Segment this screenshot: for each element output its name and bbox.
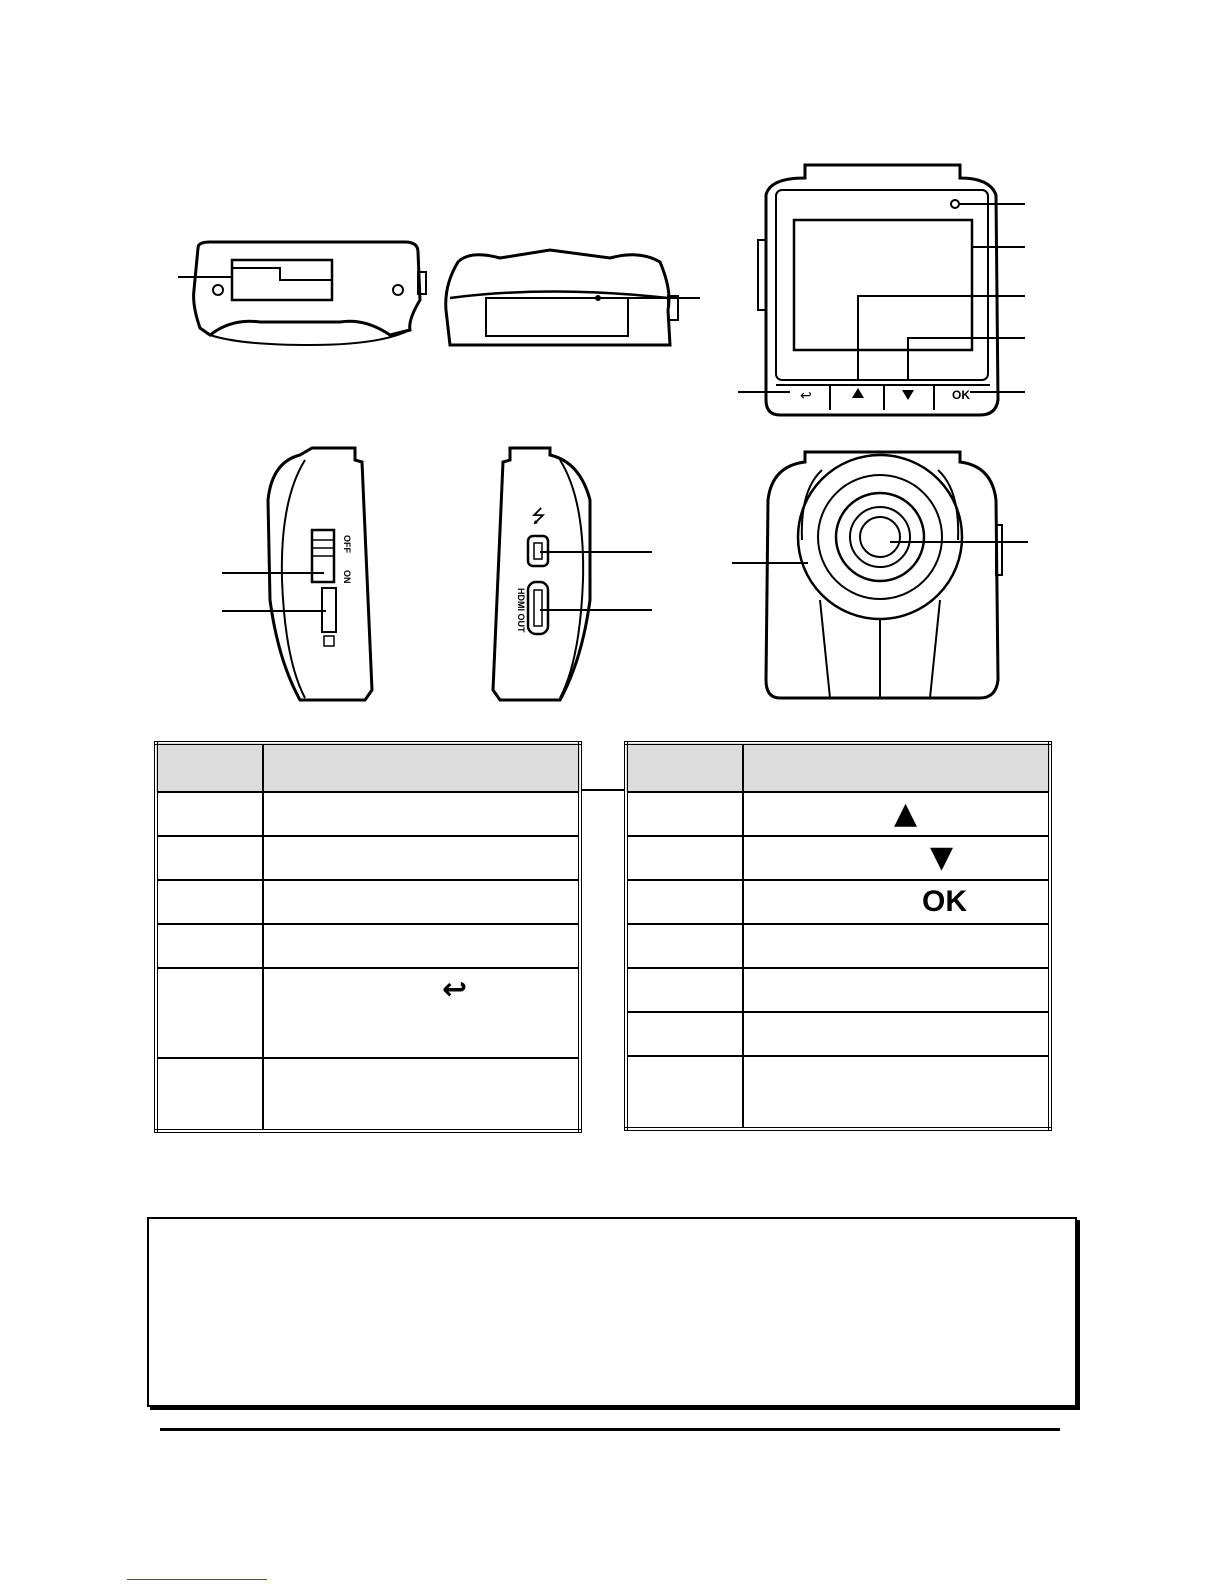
table-row xyxy=(156,880,580,924)
table-header-cell xyxy=(743,743,1050,792)
table-row xyxy=(156,1058,580,1131)
device-top-view xyxy=(178,242,426,345)
table-row xyxy=(156,836,580,880)
table-row xyxy=(626,836,1050,880)
device-front-side-view xyxy=(446,250,700,345)
back-button-icon: ↩ xyxy=(442,972,468,1007)
footer-link-underline[interactable] xyxy=(127,1579,267,1580)
device-lens-view xyxy=(732,452,1028,698)
note-box xyxy=(147,1217,1077,1407)
table-row xyxy=(626,968,1050,1012)
table-row xyxy=(156,924,580,968)
ok-button-icon: OK xyxy=(922,885,967,918)
table-row xyxy=(626,792,1050,836)
device-power-on-label: ON xyxy=(342,570,352,584)
table-header-cell xyxy=(156,743,263,792)
footer-rule xyxy=(160,1428,1060,1431)
table-row xyxy=(156,968,580,1058)
table-header-cell xyxy=(626,743,743,792)
device-right-side-view xyxy=(493,448,652,700)
device-left-side-view xyxy=(222,448,372,700)
device-back-button-label: ↩ xyxy=(800,388,812,404)
up-arrow-icon: ▲ xyxy=(894,796,918,831)
table-header-row xyxy=(156,743,580,792)
left-parts-table xyxy=(154,741,582,1133)
right-parts-table xyxy=(624,741,1052,1131)
down-arrow-icon: ▼ xyxy=(930,840,954,875)
table-header-cell xyxy=(263,743,580,792)
table-row xyxy=(626,1012,1050,1056)
device-usb-symbol: ⭍ xyxy=(531,506,546,527)
device-hdmi-label: HDMI OUT xyxy=(516,588,526,633)
table-row xyxy=(626,1056,1050,1129)
table-row xyxy=(156,792,580,836)
table-header-row xyxy=(626,743,1050,792)
device-ok-button-label: OK xyxy=(952,388,970,402)
device-power-off-label: OFF xyxy=(342,535,352,553)
table-row xyxy=(626,880,1050,924)
table-row xyxy=(626,924,1050,968)
device-back-view xyxy=(738,165,1025,415)
